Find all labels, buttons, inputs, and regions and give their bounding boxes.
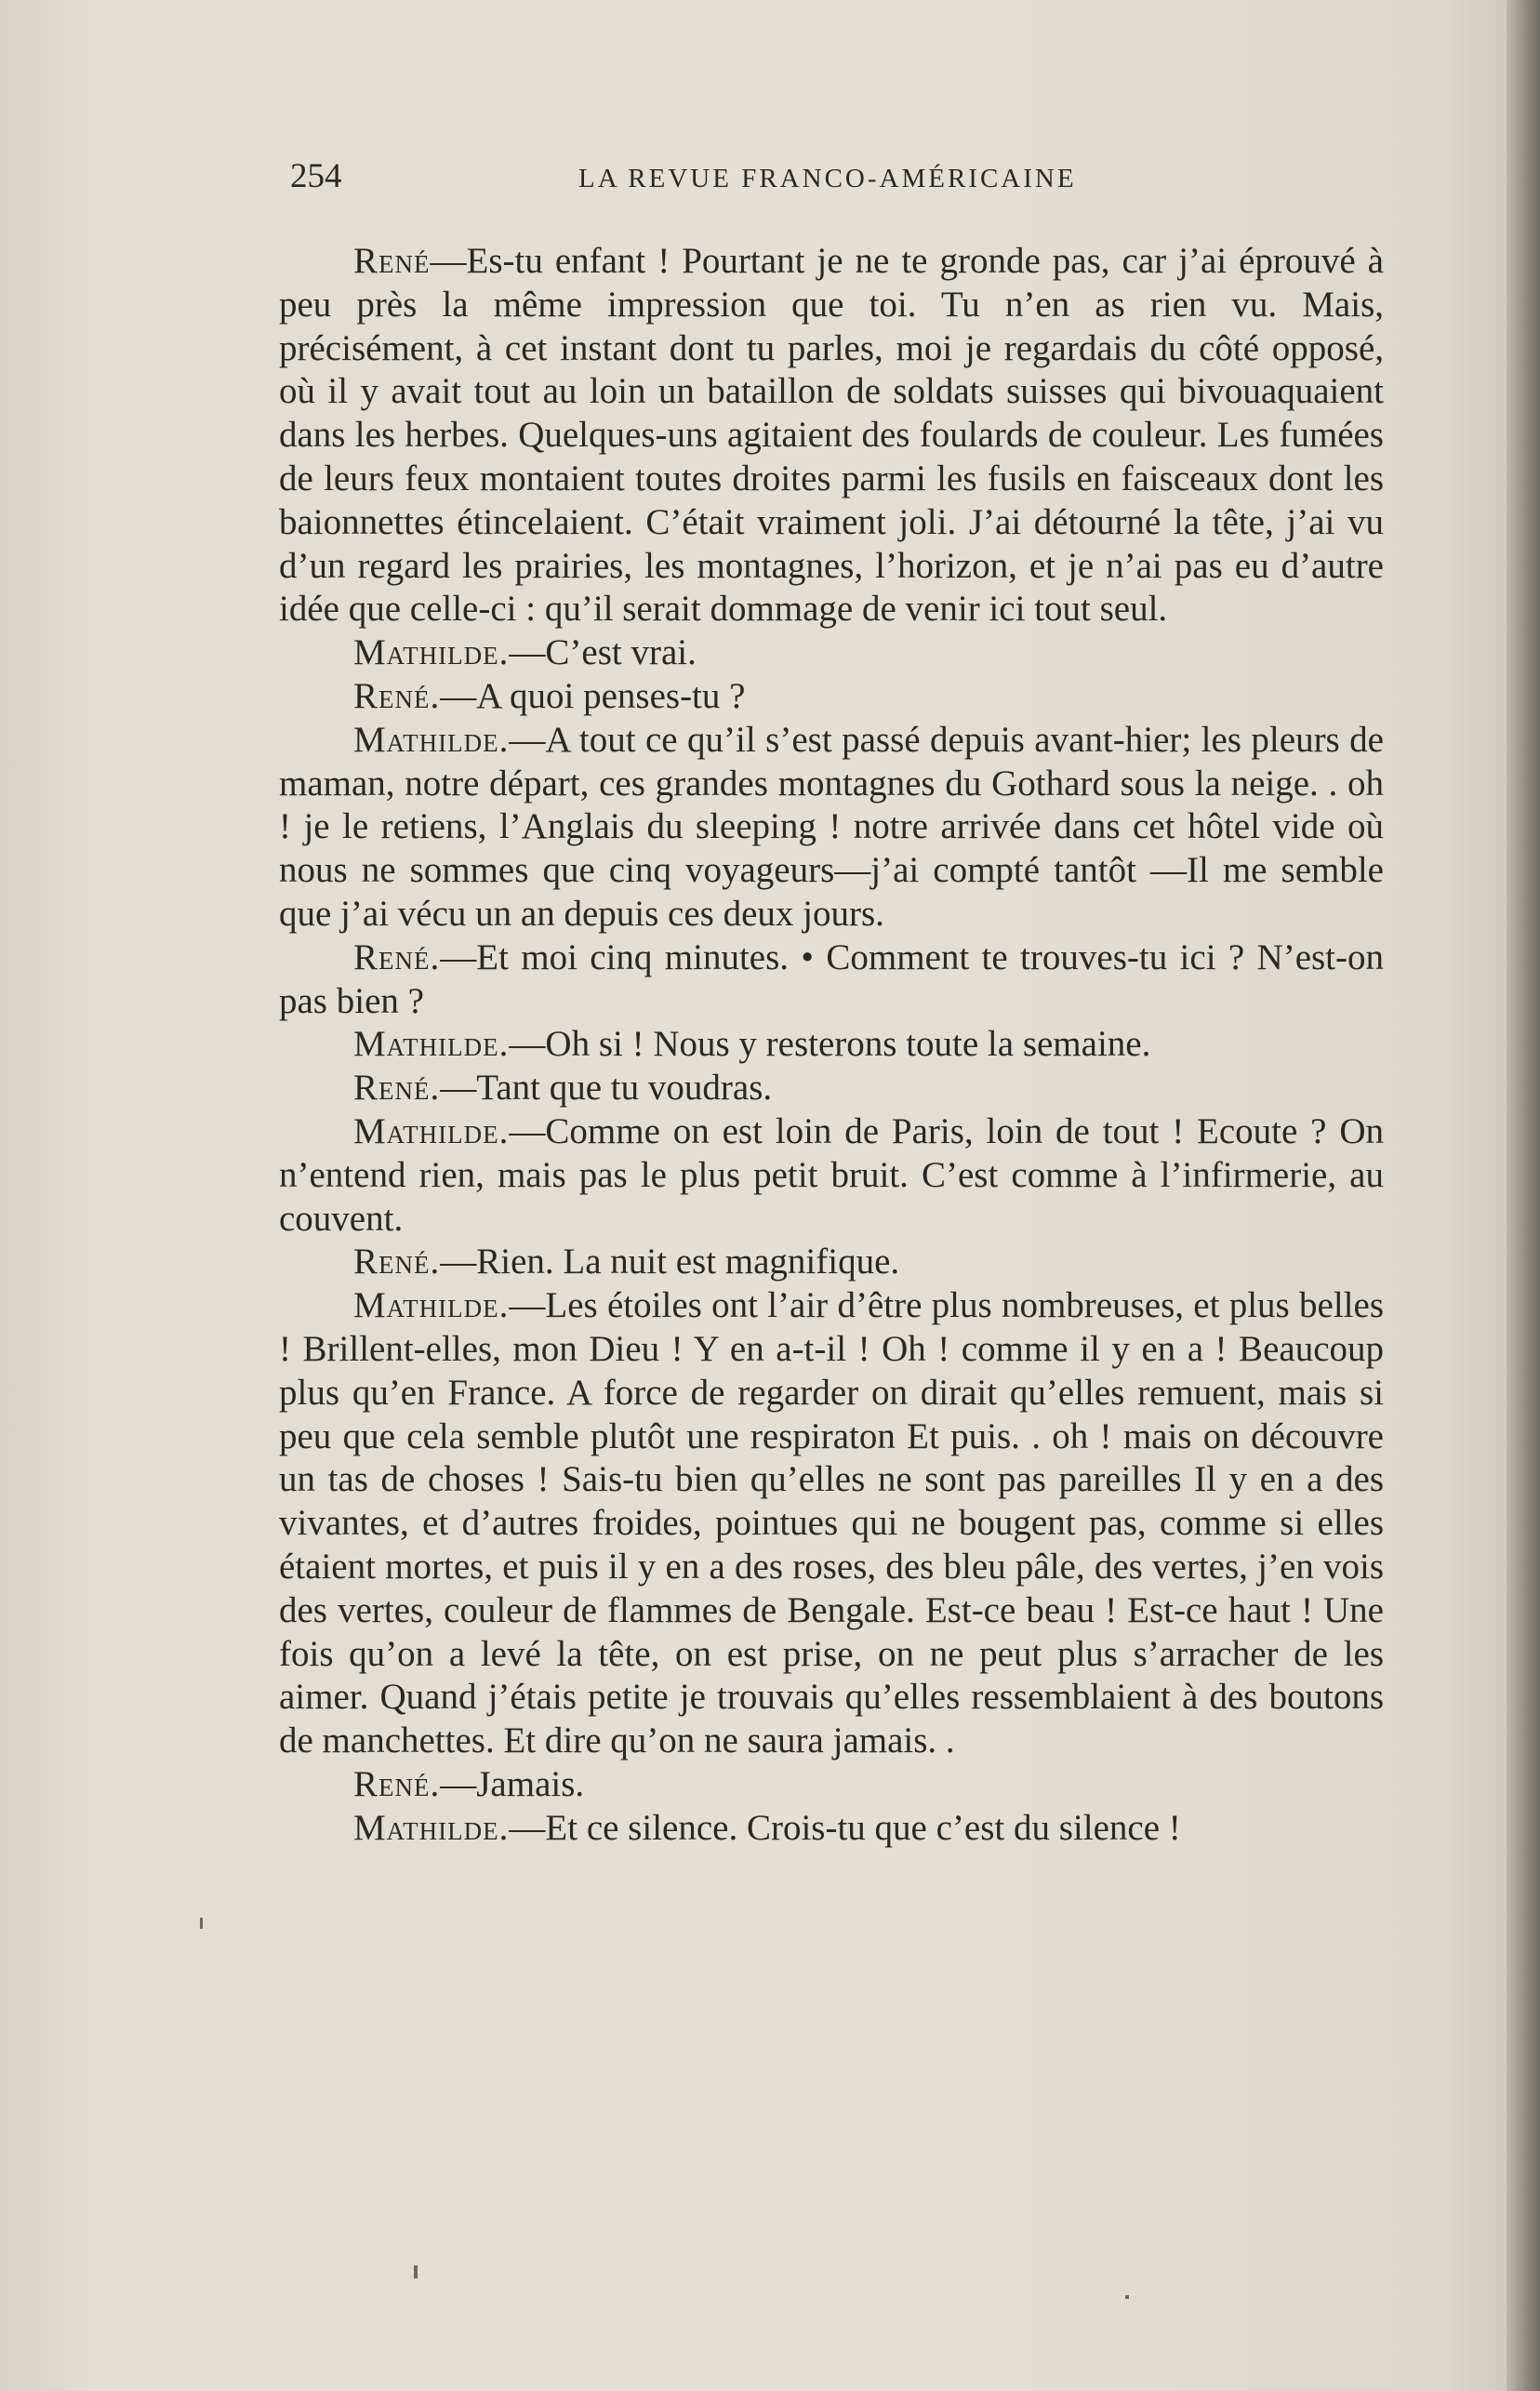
dialogue-text: —Jamais.	[440, 1763, 585, 1804]
paragraph	[279, 240, 1384, 631]
paragraph	[279, 1023, 1384, 1067]
speaker-name: René.	[353, 675, 441, 716]
dialogue-text: —C’est vrai.	[509, 632, 697, 673]
print-speck	[414, 2265, 418, 2278]
paragraph	[279, 1067, 1384, 1110]
paragraph	[279, 675, 1384, 719]
page-text	[279, 240, 1384, 1850]
paragraph	[279, 1110, 1384, 1241]
dialogue-text: —Tant que tu voudras.	[440, 1068, 773, 1109]
dialogue-text: —Es-tu enfant ! Pourtant je ne te gronde pas, car j’ai éprouvé à peu près la même impression que toi. Tu n’en as rien vu. Mais, précisément, à cet instant dont tu parles, moi je regardais du côté opposé, où il y avait tout au loin un bataillon de soldats suisses qui bivouaquaient dans les herbes. Quelques-uns agitaient des foulards de couleur. Les fumées de leurs feux montaient toutes droites parmi les fusils en faisceaux dont les baionnettes étincelaient. C’était vraiment joli. J’ai détourné la tête, j’ai vu d’un regard les prairies, les montagnes, l’horizon, et je n’ai pas eu d’autre idée que celle-ci : qu’il serait dommage de venir ici tout seul.	[279, 241, 1384, 630]
paragraph	[279, 1284, 1384, 1763]
speaker-name: René	[353, 241, 431, 281]
paragraph	[279, 936, 1384, 1024]
speaker-name: Mathilde.	[353, 1110, 510, 1151]
paragraph	[279, 1241, 1384, 1284]
dialogue-text: —Rien. La nuit est magnifique.	[440, 1242, 900, 1282]
paragraph	[279, 1807, 1384, 1851]
speaker-name: René.	[353, 1242, 441, 1282]
speaker-name: René.	[353, 936, 441, 977]
speaker-name: Mathilde.	[353, 719, 510, 760]
dialogue-text: —Oh si ! Nous y resterons toute la semaine.	[509, 1024, 1151, 1065]
print-speck	[200, 1918, 203, 1929]
dialogue-text: —A quoi penses-tu ?	[440, 675, 746, 716]
dialogue-text: —Les étoiles ont l’air d’être plus nombreuses, et plus belles ! Brillent-elles, mon Dieu ! Y en a-t-il ! Oh ! comme il y en a ! Beaucoup plus qu’en France. A force de regarder on dirait qu’elles remuent, mais si peu que cela semble plutôt une respiraton Et puis. . oh ! mais on découvre un tas de choses ! Sais-tu bien qu’elles ne sont pas pareilles Il y en a des vivantes, et d’autres froides, pointues qui ne bougent pas, comme si elles étaient mortes, et puis il y en a des roses, des bleu pâle, des vertes, j’en vois des vertes, couleur de flammes de Bengale. Est-ce beau ! Est-ce haut ! Une fois qu’on a levé la tête, on est prise, on ne peut plus s’arracher de les aimer. Quand j’étais petite je trouvais qu’elles ressemblaient à des boutons de manchettes. Et dire qu’on ne saura jamais. .	[279, 1285, 1384, 1761]
running-title: LA REVUE FRANCO-AMÉRICAINE	[578, 164, 1077, 193]
paragraph	[279, 1763, 1384, 1807]
dialogue-text: —Et moi cinq minutes. • Comment te trouves-tu ici ? N’est-on pas bien ?	[279, 936, 1384, 1021]
dialogue-text: —Et ce silence. Crois-tu que c’est du silence !	[509, 1807, 1181, 1848]
page-edge	[1507, 0, 1540, 2391]
paragraph	[279, 631, 1384, 675]
dialogue-text: —A tout ce qu’il s’est passé depuis avant-hier; les pleurs de maman, notre départ, ces grandes montagnes du Gothard sous la neige. . oh ! je le retiens, l’Anglais du sleeping ! notre arrivée dans cet hôtel vide où nous ne sommes que cinq voyageurs—j’ai compté tantôt —Il me semble que j’ai vécu un an depuis ces deux jours.	[279, 719, 1384, 934]
speaker-name: Mathilde.	[353, 1285, 510, 1326]
page-number: 254	[290, 157, 342, 195]
print-speck	[1125, 2295, 1129, 2299]
paragraph	[279, 719, 1384, 936]
speaker-name: René.	[353, 1763, 441, 1804]
page-header	[290, 156, 1406, 203]
speaker-name: Mathilde.	[353, 632, 510, 673]
speaker-name: Mathilde.	[353, 1024, 510, 1065]
speaker-name: Mathilde.	[353, 1807, 510, 1848]
dialogue-text: —Comme on est loin de Paris, loin de tout ! Ecoute ? On n’entend rien, mais pas le plus petit bruit. C’est comme à l’infirmerie, au couvent.	[279, 1110, 1384, 1239]
speaker-name: René.	[353, 1068, 441, 1109]
